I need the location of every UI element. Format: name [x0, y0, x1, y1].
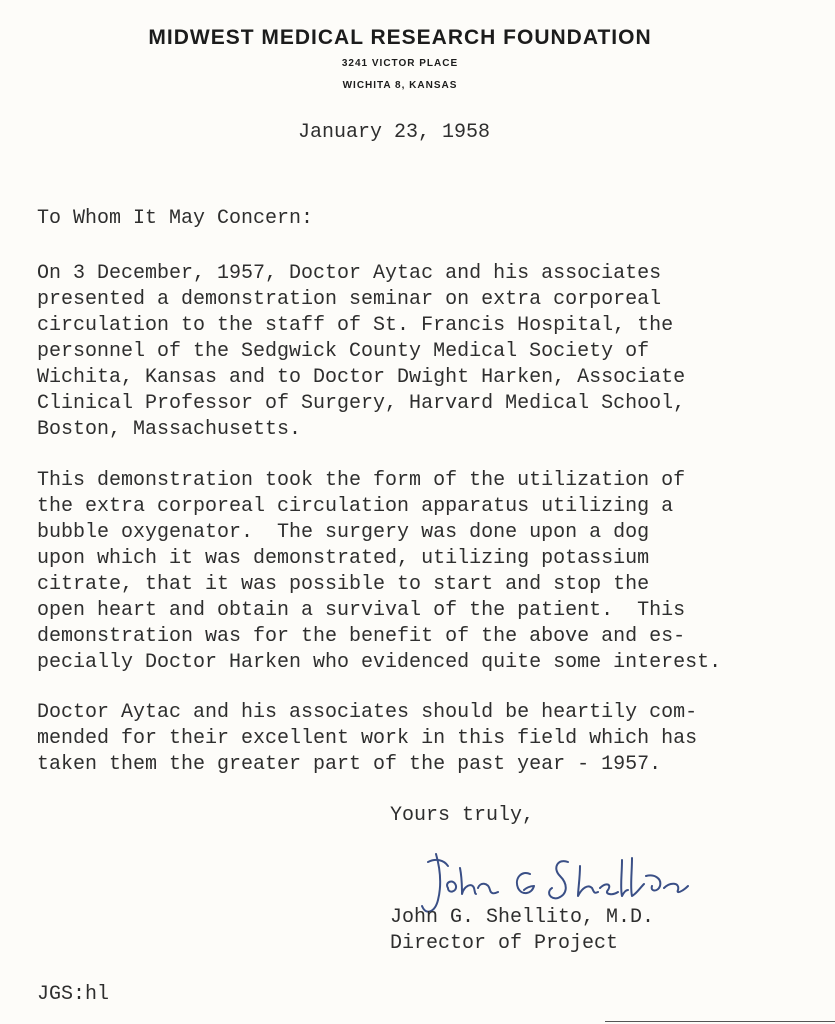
- body-paragraph-1: [37, 261, 685, 443]
- paragraph-line: This demonstration took the form of the utilization of: [37, 469, 686, 492]
- paragraph-line: bubble oxygenator. The surgery was done upon a dog: [37, 521, 650, 544]
- paragraph-line: upon which it was demonstrated, utilizing potassium: [37, 547, 650, 570]
- signer-title: Director of Project: [390, 932, 619, 955]
- paragraph-line: demonstration was for the benefit of the above and es-: [37, 625, 686, 648]
- bottom-edge-rule: [605, 1021, 835, 1022]
- salutation: To Whom It May Concern:: [37, 207, 314, 230]
- paragraph-line: Clinical Professor of Surgery, Harvard Medical School,: [37, 392, 686, 415]
- paragraph-line: Boston, Massachusetts.: [37, 418, 302, 441]
- paragraph-line: Wichita, Kansas and to Doctor Dwight Harken, Associate: [37, 366, 686, 389]
- letterhead-address-street: 3241 VICTOR PLACE: [341, 58, 459, 69]
- signer-name: John G. Shellito, M.D.: [390, 906, 655, 929]
- paragraph-line: citrate, that it was possible to start and stop the: [37, 573, 650, 596]
- body-paragraph-3: [37, 700, 697, 778]
- paragraph-line: mended for their excellent work in this field which has: [37, 727, 698, 750]
- letterhead-organization: MIDWEST MEDICAL RESEARCH FOUNDATION: [148, 26, 652, 49]
- paragraph-line: the extra corporeal circulation apparatus utilizing a: [37, 495, 674, 518]
- letter-date: January 23, 1958: [298, 121, 491, 144]
- reference-initials: JGS:hl: [37, 983, 110, 1006]
- paragraph-line: presented a demonstration seminar on extra corporeal: [37, 288, 662, 311]
- letterhead-address-city: WICHITA 8, KANSAS: [342, 80, 458, 91]
- closing: Yours truly,: [390, 804, 535, 827]
- paragraph-line: open heart and obtain a survival of the patient. This: [37, 599, 686, 622]
- paragraph-line: personnel of the Sedgwick County Medical Society of: [37, 340, 650, 363]
- body-paragraph-2: [37, 468, 721, 676]
- paragraph-line: On 3 December, 1957, Doctor Aytac and his associates: [37, 262, 662, 285]
- paragraph-line: Doctor Aytac and his associates should be heartily com-: [37, 701, 698, 724]
- paragraph-line: pecially Doctor Harken who evidenced quite some interest.: [37, 651, 722, 674]
- paragraph-line: taken them the greater part of the past year - 1957.: [37, 753, 662, 776]
- paragraph-line: circulation to the staff of St. Francis Hospital, the: [37, 314, 674, 337]
